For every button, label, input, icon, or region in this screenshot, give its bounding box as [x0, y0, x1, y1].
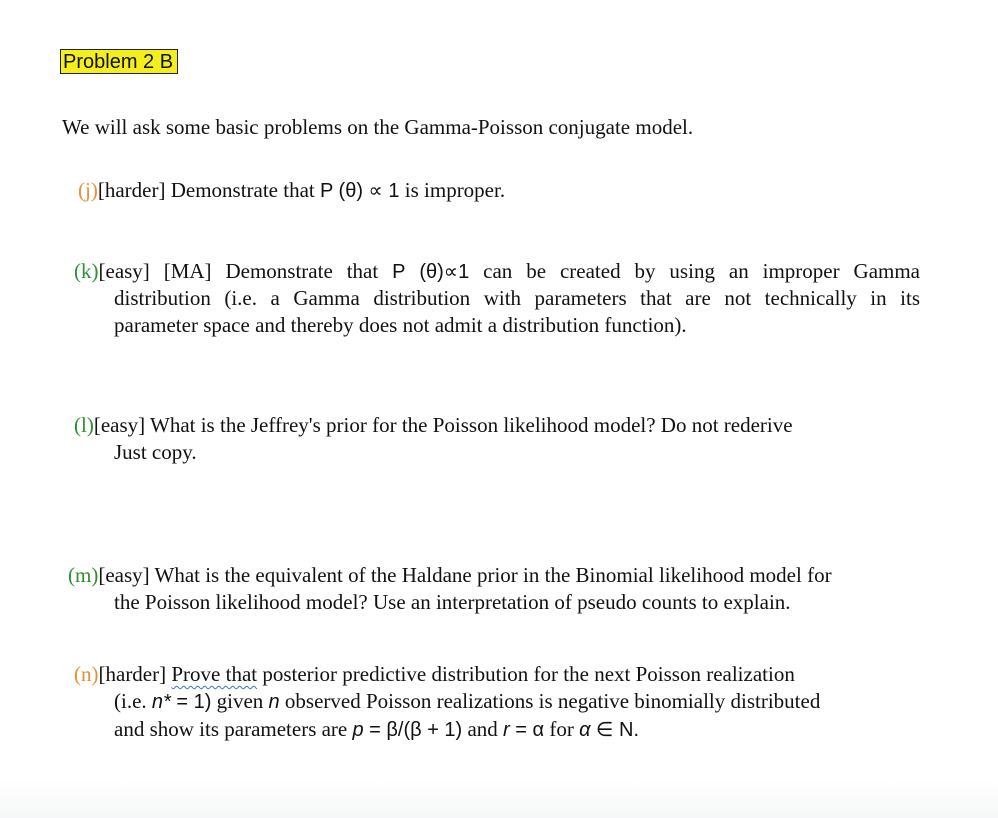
n-star-symbol: n*: [151, 691, 171, 713]
question-k-line1: [74, 258, 920, 285]
question-n-given: given: [211, 689, 269, 713]
question-k: [74, 258, 920, 339]
question-n-for: for: [544, 717, 580, 741]
question-j-math: P (θ) ∝ 1: [320, 180, 400, 202]
prove-that-squiggle[interactable]: Prove that: [171, 662, 258, 686]
question-n-and: and: [462, 717, 504, 741]
problem-heading: Problem 2 B: [60, 49, 178, 74]
question-j-text: Demonstrate that: [165, 178, 320, 202]
question-n: [74, 661, 820, 744]
question-n-text: posterior predictive distribution for the next Poisson realization: [257, 662, 795, 686]
question-n-label: (n): [74, 662, 99, 686]
question-n-line3: [74, 716, 820, 744]
question-n-line1: [74, 661, 820, 688]
r-symbol: r: [503, 719, 510, 741]
question-n-tag: [harder]: [98, 662, 172, 686]
question-k-text-b: can be created by using an improper Gamma: [469, 259, 921, 283]
question-k-line2: distribution (i.e. a Gamma distribution with parameters that are not technically in its: [114, 286, 920, 310]
question-l-label: (l): [74, 413, 94, 437]
question-j-label: (j): [78, 178, 98, 202]
r-eq: = α: [509, 719, 545, 741]
question-n-line2: [74, 688, 820, 716]
question-l: [74, 412, 793, 466]
question-l-line1: [74, 412, 793, 439]
question-l-text: [easy] What is the Jeffrey's prior for the Poisson likelihood model? Do not rederive: [93, 413, 793, 437]
question-l-line2: Just copy.: [114, 440, 197, 464]
p-eq: = β/(β + 1): [363, 719, 463, 741]
question-j: [78, 177, 505, 205]
question-k-math: P (θ)∝1: [392, 261, 470, 283]
question-m-label: (m): [68, 563, 99, 587]
question-k-line3: parameter space and thereby does not admit a distribution function).: [114, 313, 687, 337]
question-m-text: [easy] What is the equivalent of the Haldane prior in the Binomial likelihood model for: [98, 563, 832, 587]
question-n-text-3: and show its parameters are: [114, 717, 353, 741]
alpha-symbol: α: [579, 719, 591, 741]
intro-paragraph: We will ask some basic problems on the Gamma-Poisson conjugate model.: [62, 115, 694, 139]
n-symbol: n: [268, 691, 280, 713]
question-j-text-end: is improper.: [399, 178, 506, 202]
question-j-tag: [harder]: [97, 178, 166, 202]
question-m: [68, 562, 832, 616]
question-m-line2: the Poisson likelihood model? Use an interpretation of pseudo counts to explain.: [114, 590, 791, 614]
question-k-text: [easy] [MA] Demonstrate that: [98, 259, 393, 283]
question-n-ie: (i.e.: [114, 689, 152, 713]
in-naturals: ∈ N.: [590, 719, 640, 741]
question-k-label: (k): [74, 259, 99, 283]
question-n-text-2: observed Poisson realizations is negative binomially distributed: [279, 689, 821, 713]
p-symbol: p: [352, 719, 364, 741]
question-m-line1: [68, 562, 832, 589]
n-star-eq: = 1): [170, 691, 212, 713]
